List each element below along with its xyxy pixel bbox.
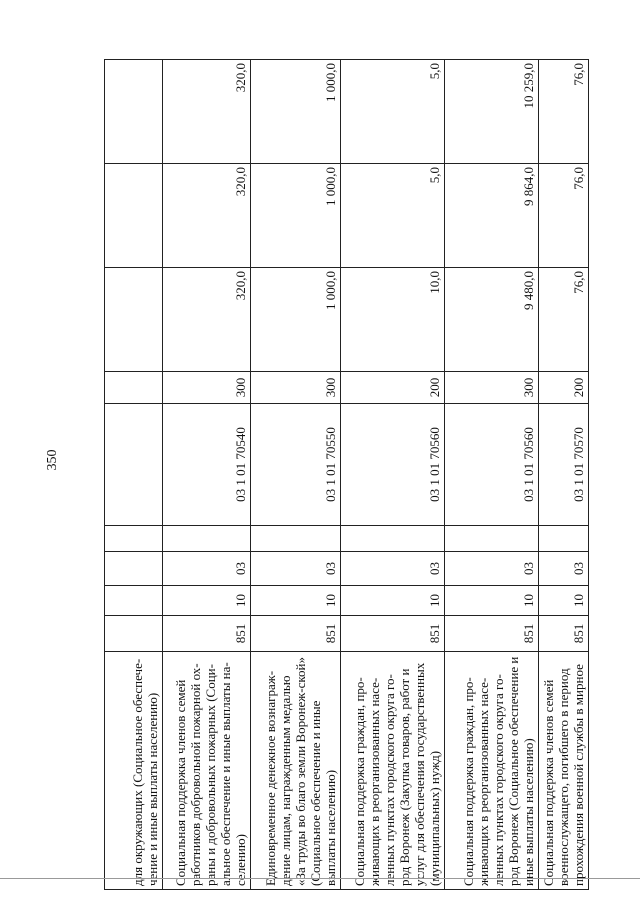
subsection-code: 03 — [341, 552, 445, 586]
subsection-code: 03 — [539, 552, 589, 586]
section-code: 10 — [539, 586, 589, 616]
budget-table — [104, 59, 589, 890]
ministry-code: 851 — [251, 616, 341, 652]
empty-cell — [341, 526, 445, 552]
empty-cell — [105, 526, 163, 552]
target-article: 03 1 01 70560 — [445, 404, 539, 526]
expense-type: 300 — [251, 372, 341, 404]
value-year-2: 9 864,0 — [445, 164, 539, 268]
expense-type — [105, 372, 163, 404]
subsection-code: 03 — [251, 552, 341, 586]
value-year-1 — [105, 268, 163, 372]
ministry-code — [105, 616, 163, 652]
table-body — [105, 60, 589, 890]
target-article — [105, 404, 163, 526]
table-row — [251, 60, 341, 890]
expense-type: 300 — [445, 372, 539, 404]
empty-cell — [251, 526, 341, 552]
section-code: 10 — [341, 586, 445, 616]
budget-table-area — [104, 60, 588, 890]
ministry-code: 851 — [341, 616, 445, 652]
table-row — [445, 60, 539, 890]
target-article: 03 1 01 70570 — [539, 404, 589, 526]
table-row — [163, 60, 251, 890]
row-name: Единовременное денежное вознаграж-дение лицам, награжденным медалью «За труды во благо земли Воронеж-ской» (Социальное обеспечение и иные выплаты населению) — [251, 652, 341, 890]
value-year-3 — [105, 60, 163, 164]
empty-cell — [539, 526, 589, 552]
empty-cell — [163, 526, 251, 552]
value-year-3: 5,0 — [341, 60, 445, 164]
section-code — [105, 586, 163, 616]
subsection-code: 03 — [445, 552, 539, 586]
table-row — [341, 60, 445, 890]
value-year-2: 5,0 — [341, 164, 445, 268]
value-year-3: 76,0 — [539, 60, 589, 164]
section-code: 10 — [445, 586, 539, 616]
value-year-3: 1 000,0 — [251, 60, 341, 164]
value-year-1: 10,0 — [341, 268, 445, 372]
value-year-3: 10 259,0 — [445, 60, 539, 164]
table-row — [105, 60, 163, 890]
value-year-1: 1 000,0 — [251, 268, 341, 372]
expense-type: 200 — [341, 372, 445, 404]
section-code: 10 — [163, 586, 251, 616]
ministry-code: 851 — [163, 616, 251, 652]
row-name: для окружающих (Социальное обеспече-чение и иные выплаты населению) — [105, 652, 163, 890]
row-name: Социальная поддержка членов семей военнослужащего, погибшего в период прохождения военной службы в мирное — [539, 652, 589, 890]
rotated-page-content — [104, 60, 588, 890]
value-year-2: 76,0 — [539, 164, 589, 268]
target-article: 03 1 01 70560 — [341, 404, 445, 526]
ministry-code: 851 — [445, 616, 539, 652]
expense-type: 200 — [539, 372, 589, 404]
value-year-1: 76,0 — [539, 268, 589, 372]
target-article: 03 1 01 70540 — [163, 404, 251, 526]
value-year-2 — [105, 164, 163, 268]
row-name: Социальная поддержка граждан, про-живающих в реорганизованных насе-ленных пунктах городского округа го-род Воронеж (Закупка товаров, работ и услуг для обеспечения государственных (муниципальных) нужд) — [341, 652, 445, 890]
empty-cell — [445, 526, 539, 552]
bottom-rule — [0, 878, 640, 879]
row-name: Социальная поддержка граждан, про-живающих в реорганизованных насе-ленных пунктах городского округа го-род Воронеж (Социальное обеспечение и иные выплаты населению) — [445, 652, 539, 890]
table-row — [539, 60, 589, 890]
value-year-2: 320,0 — [163, 164, 251, 268]
row-name: Социальная поддержка членов семей работников добровольной пожарной ох-раны и добровольных пожарных (Соци-альное обеспечение и иные выплаты на-селению) — [163, 652, 251, 890]
page-number: 350 — [45, 449, 60, 471]
target-article: 03 1 01 70550 — [251, 404, 341, 526]
subsection-code: 03 — [163, 552, 251, 586]
ministry-code: 851 — [539, 616, 589, 652]
value-year-1: 320,0 — [163, 268, 251, 372]
value-year-2: 1 000,0 — [251, 164, 341, 268]
subsection-code — [105, 552, 163, 586]
value-year-3: 320,0 — [163, 60, 251, 164]
section-code: 10 — [251, 586, 341, 616]
expense-type: 300 — [163, 372, 251, 404]
value-year-1: 9 480,0 — [445, 268, 539, 372]
